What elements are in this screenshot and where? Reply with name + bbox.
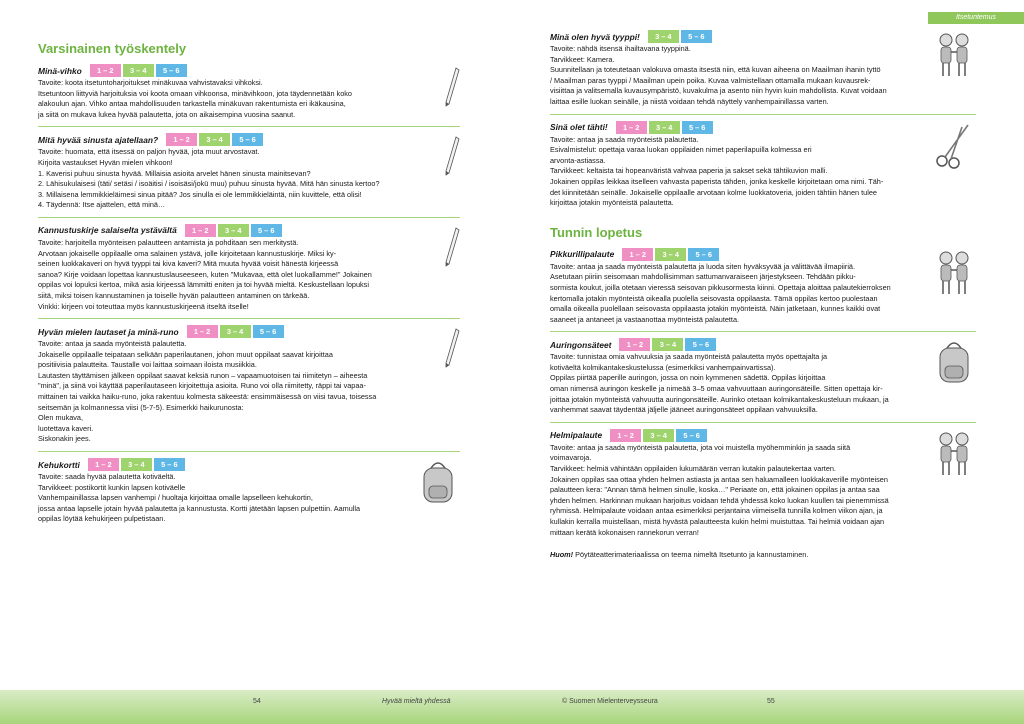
grade-badge-3: 5 – 6 xyxy=(232,133,263,146)
pencil-icon xyxy=(444,66,460,108)
body-line: Asetutaan piiriin seisomaan mahdollisimman sattumanvaraiseen järjestykseen. Tehdään pikku- xyxy=(550,272,856,282)
publisher: © Suomen Mielenterveysseura xyxy=(562,698,658,705)
body-line: joittaa jotakin myönteistä vahvuutta auringonsäteille. Aurinko otetaan kolmikantakeskusteluun mukaan, ja xyxy=(550,394,889,404)
activity-mit-hyv-sinusta-ajatellaan xyxy=(38,133,460,218)
section-heading-lesson-end: Tunnin lopetus xyxy=(550,224,643,240)
grade-badge-2: 3 – 4 xyxy=(121,458,152,471)
body-line: oppilas voi lopuksi kertoa, mikä asia kirjeessä lämmitti eniten ja toi hyvää mieltä. Keskustellaan lopuksi xyxy=(38,280,369,290)
grade-badge-1: 1 – 2 xyxy=(619,338,650,351)
activity-title: Sinä olet tähti! xyxy=(550,122,608,133)
activity-title-row xyxy=(550,429,976,442)
grade-badge-2: 3 – 4 xyxy=(643,429,674,442)
pencil-icon xyxy=(444,135,460,177)
body-line: 1. Kaverisi puhuu sinusta hyvää. Millaisia asioita arvelet hänen sinusta mainitsevan? xyxy=(38,168,311,178)
body-line: visiittaa ja valitsemalla kuvausympäristö, kuvakulma ja asento niin hyvin kuin mahdollista. Kuvat voidaan xyxy=(550,86,887,96)
body-line: Tarvikkeet: Kamera. xyxy=(550,54,615,64)
body-line: sormista koukut, joilla otetaan vieressä seisovan pikkusormesta kiinni. Opettaja aloittaa palautekierroksen xyxy=(550,282,891,292)
grade-badge-2: 3 – 4 xyxy=(655,248,686,261)
note xyxy=(550,550,976,561)
body-line: ryhmissä. Helmipalaute voidaan antaa esimerkiksi perjantaina viimeisellä tunnilla kolmen viikon ajan, ja xyxy=(550,506,883,516)
section-heading-main-work: Varsinainen työskentely xyxy=(38,41,187,56)
body-line: Tarvikkeet: keltaista tai hopeanväristä vahvaa paperia ja sakset sekä tähtikuvion malli. xyxy=(550,166,828,176)
grade-badge-2: 3 – 4 xyxy=(648,30,679,43)
body-line: Tarvikkeet: helmiä vähintään oppilaiden lukumäärän verran kutakin palautekertaa varten. xyxy=(550,464,836,474)
body-line: kullakin kerralla muistellaan, mistä hyvästä palautteesta kukin helmi muistuttaa. Tai helmiä voidaan ajan xyxy=(550,517,885,526)
right-bottom-sections xyxy=(550,248,976,544)
body-line: Suunnitellaan ja toteutetaan valokuva omasta itsestä niin, että kuvan aiheena on Maailman ihanin tyttö xyxy=(550,65,881,75)
footer xyxy=(0,690,1024,724)
body-line: oppilas löytää kehukirjeen pulpetistaan. xyxy=(38,514,166,524)
grade-badge-1: 1 – 2 xyxy=(166,133,197,146)
body-line: Jokainen oppilas saa ottaa yhden helmen astiasta ja antaa sen haluamalleen luokkakaverille myönteisen xyxy=(550,474,888,484)
grade-badge-2: 3 – 4 xyxy=(218,224,249,237)
activity-body xyxy=(38,147,460,211)
activity-body xyxy=(550,44,976,108)
pencil-icon xyxy=(444,327,460,369)
body-line: Itsetuntoon liittyviä harjoituksia voi koota omaan vihkoonsa, minävihkoon, jota täydennetään koko xyxy=(38,88,352,98)
body-line: positiivisia palautteita. Taustalle voi laittaa soimaan iloista musiikkia. xyxy=(38,360,257,370)
activity-body xyxy=(38,238,460,312)
grade-badge-3: 5 – 6 xyxy=(156,64,187,77)
activity-body xyxy=(550,443,976,538)
body-line: kertomalla jotakin myönteistä oikealla puolella seisovasta oppilaasta. Tämä oppilas kertoo puolestaan xyxy=(550,293,878,303)
body-line: 2. Lähisukulaisesi (täti/ setäsi / isoäitisi / isoisäsi/jokü muu) puhuu sinusta hyvää. Mitä hän sinusta kertoo? xyxy=(38,179,380,189)
activity-helmipalaute xyxy=(550,429,976,544)
two-children-icon xyxy=(932,248,976,296)
body-line: Kirjoita vastaukset Hyvän mielen vihkoon! xyxy=(38,157,173,167)
backpack-icon xyxy=(932,338,976,386)
body-line: Tavoite: nähdä itsensä ihailtavana tyyppinä. xyxy=(550,44,691,53)
body-line: jossa antaa lapselle jotain hyvää palautetta ja kannustusta. Kortti jätetään lapsen pulpettiin. Aamulla xyxy=(38,503,361,513)
activity-pikkurillipalaute xyxy=(550,248,976,333)
grade-badge-3: 5 – 6 xyxy=(251,224,282,237)
body-line: Vinkki: kirjeen voi toteuttaa myös kannustuskirjeenä itseltä itselle! xyxy=(38,301,249,311)
right-top-sections xyxy=(550,30,976,215)
left-page xyxy=(0,0,512,690)
grade-badge-3: 5 – 6 xyxy=(676,429,707,442)
two-children-icon xyxy=(932,429,976,477)
activity-sin-olet-t-hti xyxy=(550,121,976,215)
body-line: mittainen tai vaikka haiku-runo, joka rakentuu kolmesta säkeestä: ensimmäisessä on viisi tavua, toisessa xyxy=(38,392,377,402)
body-line: Tavoite: antaa ja saada myönteistä palautetta, jota voi muistella myöhemminkin ja saada siitä xyxy=(550,442,851,452)
body-line: Jokainen oppilas leikkaa itselleen vahvasta paperista tähden, jonka keskelle kirjoitetaan oma nimi. Täh- xyxy=(550,176,884,186)
book-title: Hyvää mieltä yhdessä xyxy=(382,698,451,705)
grade-badge-2: 3 – 4 xyxy=(220,325,251,338)
body-line: Olen mukava, xyxy=(38,413,84,423)
activity-title-row xyxy=(38,224,460,237)
note-label: Huom! xyxy=(550,550,574,560)
theme-tab: Itsetuntemus xyxy=(928,12,1024,24)
body-line: Vanhempainillassa lapsen vanhempi / huoltaja kirjoittaa omalle lapselleen kehukortin, xyxy=(38,493,313,503)
body-line: Tavoite: antaa ja saada myönteistä palautetta ja luoda siten hyväksyvää ja välittävää ilmapiiriä. xyxy=(550,261,856,271)
scissors-icon xyxy=(932,121,976,169)
activity-title: Minä-vihko xyxy=(38,65,82,76)
body-line: seinen luokkakaveri on hyvä tyyppi tai kiva kaveri? Mitä muuta hyvää voisit hänestä kirjeessä xyxy=(38,259,339,269)
body-line: Siskonakin jees. xyxy=(38,434,91,444)
pencil-icon xyxy=(444,226,460,268)
body-line: arvonta-astiassa. xyxy=(550,155,606,165)
left-sections xyxy=(38,64,460,531)
activity-title: Auringonsäteet xyxy=(550,339,612,350)
activity-title-row xyxy=(550,121,976,134)
body-line: Jokaiselle oppilaalle teipataan selkään paperilautanen, johon muut oppilaat saavat kirjoittaa xyxy=(38,349,333,359)
body-line: luotettava kaveri. xyxy=(38,423,94,433)
two-children-icon xyxy=(932,30,976,78)
body-line: palautteen kera: "Annan tämä helmen sinulle, koska…" Periaate on, että jokainen oppilas ja antaa saa xyxy=(550,485,880,495)
grade-badge-1: 1 – 2 xyxy=(610,429,641,442)
body-line: Tavoite: koota itsetuntoharjoitukset minäkuvaa vahvistavaksi vihkoksi. xyxy=(38,78,263,87)
grade-badge-3: 5 – 6 xyxy=(688,248,719,261)
activity-title-row xyxy=(550,338,976,351)
body-line: voimavaroja. xyxy=(550,453,592,463)
body-line: Esivalmistelut: opettaja varaa luokan oppilaiden nimet paperilapuilla kolmessa eri xyxy=(550,145,812,155)
body-line: 4. Täydennä: Itse ajattelen, että minä… xyxy=(38,200,166,210)
body-line: Tavoite: saada hyvää palautetta kotiväeltä. xyxy=(38,472,176,482)
note-text: Pöytäteatterimateriaalissa on teema nimeltä Itsetunto ja kannustaminen. xyxy=(573,550,809,560)
body-line: Tavoite: antaa ja saada myönteistä palautetta. xyxy=(38,339,187,349)
grade-badge-1: 1 – 2 xyxy=(88,458,119,471)
body-line: kotiväeltä kolmikantakeskustelussa (esimerkiksi vanhempainvartissa). xyxy=(550,362,776,372)
activity-body xyxy=(38,78,460,120)
grade-badge-1: 1 – 2 xyxy=(90,64,121,77)
activity-title-row xyxy=(38,325,460,338)
page-number-left: 54 xyxy=(253,698,261,705)
activity-title: Kannustuskirje salaiselta ystävältä xyxy=(38,225,177,236)
body-line: Oppilas piirtää paperille auringon, jossa on noin kymmenen sädettä. Oppilas kirjoittaa xyxy=(550,373,826,383)
body-line: yhden helmen. Harkinnan mukaan harjoitus voidaan tehdä yhdessä koko luokan kuullen tai pienemmissä xyxy=(550,495,889,505)
activity-title-row xyxy=(38,64,460,77)
body-line: ja siitä on mukava lukea hyvää palautetta, jota on aikaisempina vuosina saanut. xyxy=(38,109,296,119)
activity-body xyxy=(550,135,976,209)
activity-title: Minä olen hyvä tyyppi! xyxy=(550,31,640,42)
body-line: vanhemmat saavat täydentää jäljelle jääneet auringonsäteet oppilaan vahvuuksilla. xyxy=(550,405,818,415)
grade-badge-2: 3 – 4 xyxy=(199,133,230,146)
grade-badge-1: 1 – 2 xyxy=(187,325,218,338)
body-line: saaneet ja antaneet ja vastaanottaa myönteistä palautetta. xyxy=(550,314,740,324)
body-line: sanoa? Kirje voidaan lopettaa kannustuslauseeseen, kuten "Mukavaa, että olet luokallamme!" Jokainen xyxy=(38,269,372,279)
grade-badge-1: 1 – 2 xyxy=(622,248,653,261)
body-line: alakoulun ajan. Vihko antaa mahdollisuuden tarkastella minäkuvan rakentumista eri ikäkausina, xyxy=(38,99,346,109)
right-page xyxy=(512,0,1024,690)
activity-title-row xyxy=(550,30,976,43)
grade-badge-1: 1 – 2 xyxy=(616,121,647,134)
grade-badge-2: 3 – 4 xyxy=(649,121,680,134)
body-line: mittaan kerätä kokonaisen rannekorun verran! xyxy=(550,527,699,537)
grade-badge-3: 5 – 6 xyxy=(685,338,716,351)
backpack-icon xyxy=(416,458,460,506)
body-line: Tavoite: tunnistaa omia vahvuuksia ja saada myönteistä palautetta myös opettajalta ja xyxy=(550,352,828,362)
grade-badge-3: 5 – 6 xyxy=(253,325,284,338)
grade-badge-3: 5 – 6 xyxy=(681,30,712,43)
body-line: Tavoite: antaa ja saada myönteistä palautetta. xyxy=(550,134,699,144)
activity-title: Kehukortti xyxy=(38,459,80,470)
activity-min-vihko xyxy=(38,64,460,127)
activity-hyv-n-mielen-lautaset-ja-min-runo xyxy=(38,325,460,452)
activity-auringons-teet xyxy=(550,338,976,423)
body-line: / Maailman paras tyyppi / Maailman upein poika. Kuvaa valmistellaan ottamalla mukaan kuvausrek- xyxy=(550,75,871,85)
activity-title: Mitä hyvää sinusta ajatellaan? xyxy=(38,134,159,145)
body-line: seitsemän ja kolmannessa viisi (5-7-5). Esimerkki haikurunosta: xyxy=(38,402,244,412)
grade-badge-2: 3 – 4 xyxy=(123,64,154,77)
activity-title-row xyxy=(550,248,976,261)
page-number-right: 55 xyxy=(767,698,775,705)
grade-badge-1: 1 – 2 xyxy=(185,224,216,237)
activity-title-row xyxy=(38,458,460,471)
activity-body xyxy=(550,262,976,326)
body-line: "minä", ja siinä voi käyttää paperilautaseen kirjoitettuja asioita. Runo voi olla riimitetty, räppi tai vapaa- xyxy=(38,381,366,391)
activity-body xyxy=(38,472,460,525)
grade-badge-2: 3 – 4 xyxy=(652,338,683,351)
activity-body xyxy=(38,339,460,445)
activity-title: Hyvän mielen lautaset ja minä-runo xyxy=(38,326,179,337)
grade-badge-3: 5 – 6 xyxy=(682,121,713,134)
activity-title: Helmipalaute xyxy=(550,430,603,441)
body-line: Tavoite: harjoitella myönteisen palautteen antamista ja pohditaan sen merkitystä. xyxy=(38,237,299,247)
body-line: Lautasten täyttämisen jälkeen oppilaat saavat keksiä runon – vapaamuotoisen tai riimitetyn – aiheesta xyxy=(38,370,368,380)
body-line: det kiinnitetään seinälle. Jokaiselle oppilaalle arvotaan kolme luokkatoveria, joiden tähtiin hänen tulee xyxy=(550,187,877,197)
body-line: kirjoittaa jotakin myönteistä palautetta. xyxy=(550,198,674,208)
body-line: 3. Millaisena lemmikkieläimesi sinua pitää? Jos sinulla ei ole lemmikkieläintä, niin kuvittele, että olisi! xyxy=(38,189,362,199)
activity-body xyxy=(550,352,976,416)
body-line: oman nimensä auringon keskelle ja nimeää 3–5 omaa vahvuuttaan auringonsäteille. Sitten opettaja kir- xyxy=(550,384,883,394)
activity-kehukortti xyxy=(38,458,460,531)
body-line: omalla oikealla puolellaan seisovasta oppilaasta jotakin myönteistä. Näin jatketaan, kunnes kaikki ovat xyxy=(550,304,881,314)
grade-badge-3: 5 – 6 xyxy=(154,458,185,471)
body-line: Tavoite: huomata, että itsessä on paljon hyvää, jota muut arvostavat. xyxy=(38,147,260,157)
activity-title-row xyxy=(38,133,460,146)
activity-title: Pikkurillipalaute xyxy=(550,249,615,260)
activity-kannustuskirje-salaiselta-yst-v-lt xyxy=(38,224,460,319)
body-line: laittaa esille luokan seinälle, ja niistä voidaan tehdä näyttely vanhempainillassa varten. xyxy=(550,96,829,106)
body-line: Arvotaan jokaiselle oppilaalle oma salainen ystävä, jolle kirjoitetaan kannustuskirje. Miksi ky- xyxy=(38,248,337,258)
body-line: siitä, miksi toisen kannustaminen ja toiselle hyvän palautteen antaminen on tärkeää. xyxy=(38,290,310,300)
body-line: Tarvikkeet: postikortit kunkin lapsen kotiväelle xyxy=(38,482,186,492)
activity-min-olen-hyv-tyyppi xyxy=(550,30,976,115)
